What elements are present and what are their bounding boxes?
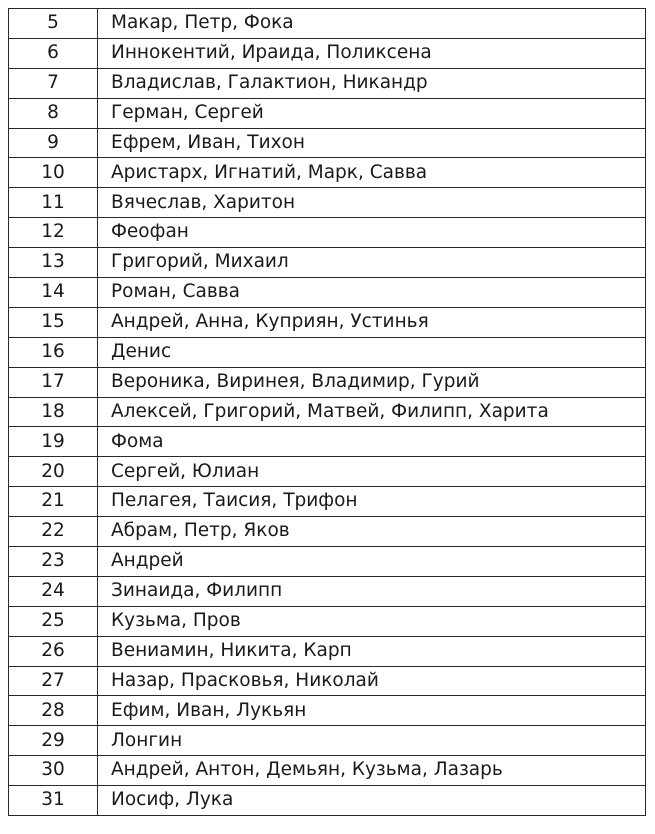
day-number-cell: 8 — [9, 98, 98, 128]
day-number-cell: 9 — [9, 128, 98, 158]
table-row — [9, 278, 646, 308]
day-number-cell: 14 — [9, 278, 98, 308]
day-number-cell: 6 — [9, 38, 98, 68]
table-row — [9, 756, 646, 786]
names-cell: Вениамин, Никита, Карп — [98, 636, 646, 666]
names-cell: Андрей, Анна, Куприян, Устинья — [98, 307, 646, 337]
names-cell: Герман, Сергей — [98, 98, 646, 128]
table-row — [9, 606, 646, 636]
table-row — [9, 457, 646, 487]
names-cell: Ефим, Иван, Лукьян — [98, 696, 646, 726]
day-number-cell: 10 — [9, 158, 98, 188]
table-row — [9, 427, 646, 457]
names-cell: Андрей, Антон, Демьян, Кузьма, Лазарь — [98, 756, 646, 786]
day-number-cell: 28 — [9, 696, 98, 726]
day-number-cell: 29 — [9, 726, 98, 756]
table-row — [9, 547, 646, 577]
names-cell: Аристарх, Игнатий, Марк, Савва — [98, 158, 646, 188]
day-number-cell: 11 — [9, 188, 98, 218]
day-number-cell: 16 — [9, 337, 98, 367]
names-cell: Зинаида, Филипп — [98, 576, 646, 606]
day-number-cell: 27 — [9, 666, 98, 696]
names-cell: Сергей, Юлиан — [98, 457, 646, 487]
table-row — [9, 307, 646, 337]
day-number-cell: 13 — [9, 248, 98, 278]
table-row — [9, 248, 646, 278]
table-row — [9, 636, 646, 666]
table-row — [9, 158, 646, 188]
names-cell: Андрей — [98, 547, 646, 577]
names-cell: Вероника, Виринея, Владимир, Гурий — [98, 367, 646, 397]
names-cell: Фома — [98, 427, 646, 457]
table-row — [9, 9, 646, 39]
names-cell: Феофан — [98, 218, 646, 248]
table-row — [9, 218, 646, 248]
table-row — [9, 68, 646, 98]
day-number-cell: 26 — [9, 636, 98, 666]
names-cell: Лонгин — [98, 726, 646, 756]
table-row — [9, 517, 646, 547]
names-cell: Григорий, Михаил — [98, 248, 646, 278]
table-row — [9, 367, 646, 397]
table-row — [9, 666, 646, 696]
day-number-cell: 15 — [9, 307, 98, 337]
table-body — [9, 9, 646, 816]
names-cell: Кузьма, Пров — [98, 606, 646, 636]
names-cell: Иосиф, Лука — [98, 786, 646, 816]
table-row — [9, 128, 646, 158]
table-row — [9, 98, 646, 128]
day-number-cell: 7 — [9, 68, 98, 98]
day-number-cell: 23 — [9, 547, 98, 577]
table-row — [9, 337, 646, 367]
table-row — [9, 726, 646, 756]
table-row — [9, 38, 646, 68]
name-days-table — [8, 8, 646, 816]
day-number-cell: 24 — [9, 576, 98, 606]
day-number-cell: 31 — [9, 786, 98, 816]
table-row — [9, 397, 646, 427]
names-cell: Пелагея, Таисия, Трифон — [98, 487, 646, 517]
names-cell: Алексей, Григорий, Матвей, Филипп, Харита — [98, 397, 646, 427]
table-row — [9, 576, 646, 606]
day-number-cell: 21 — [9, 487, 98, 517]
day-number-cell: 25 — [9, 606, 98, 636]
day-number-cell: 18 — [9, 397, 98, 427]
day-number-cell: 19 — [9, 427, 98, 457]
table-row — [9, 487, 646, 517]
day-number-cell: 30 — [9, 756, 98, 786]
day-number-cell: 12 — [9, 218, 98, 248]
day-number-cell: 20 — [9, 457, 98, 487]
day-number-cell: 5 — [9, 9, 98, 39]
names-cell: Иннокентий, Ираида, Поликсена — [98, 38, 646, 68]
names-cell: Вячеслав, Харитон — [98, 188, 646, 218]
table-row — [9, 786, 646, 816]
day-number-cell: 17 — [9, 367, 98, 397]
names-cell: Ефрем, Иван, Тихон — [98, 128, 646, 158]
names-cell: Макар, Петр, Фока — [98, 9, 646, 39]
names-cell: Денис — [98, 337, 646, 367]
names-cell: Роман, Савва — [98, 278, 646, 308]
names-cell: Владислав, Галактион, Никандр — [98, 68, 646, 98]
names-cell: Абрам, Петр, Яков — [98, 517, 646, 547]
names-cell: Назар, Прасковья, Николай — [98, 666, 646, 696]
table-row — [9, 188, 646, 218]
table-row — [9, 696, 646, 726]
day-number-cell: 22 — [9, 517, 98, 547]
